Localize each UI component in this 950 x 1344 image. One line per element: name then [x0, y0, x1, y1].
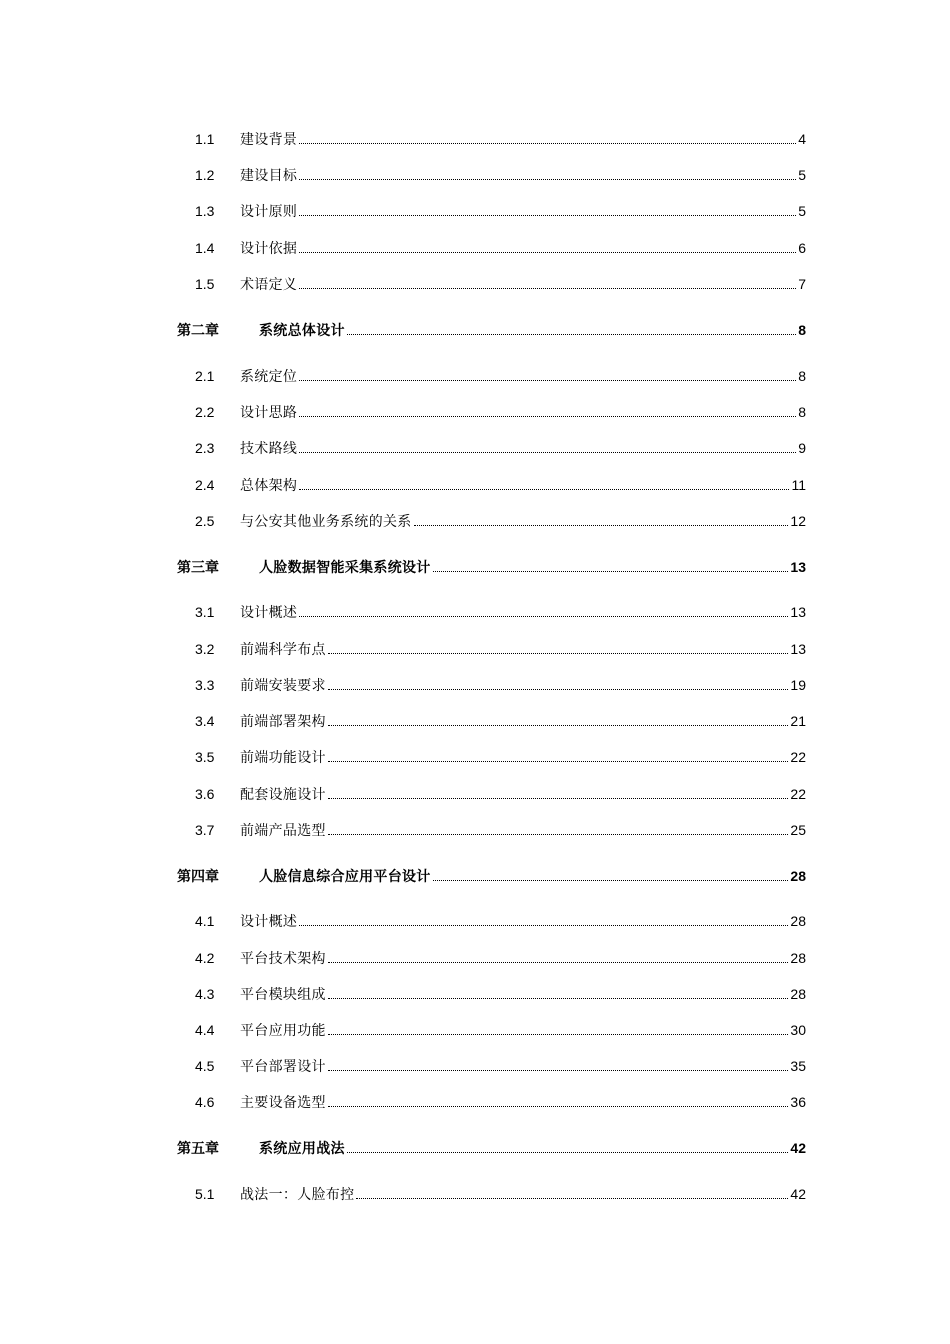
toc-entry[interactable]	[195, 912, 806, 930]
dot-leader	[299, 143, 796, 144]
dot-leader	[299, 380, 796, 381]
toc-number: 2.5	[195, 513, 215, 529]
dot-leader	[299, 452, 796, 453]
toc-number: 1.4	[195, 240, 215, 256]
toc-number: 2.2	[195, 404, 215, 420]
toc-chapter-entry[interactable]	[177, 558, 806, 576]
toc-number: 3.3	[195, 677, 215, 693]
toc-title: 前端部署架构	[240, 713, 326, 729]
toc-title: 前端产品选型	[240, 822, 326, 838]
toc-page-number: 25	[790, 822, 806, 838]
toc-chapter-title: 系统总体设计	[259, 322, 345, 338]
toc-title: 设计概述	[240, 913, 298, 929]
toc-number: 3.1	[195, 604, 215, 620]
toc-number: 4.5	[195, 1058, 215, 1074]
toc-page-number: 12	[790, 513, 806, 529]
toc-page-number: 13	[790, 641, 806, 657]
toc-page-number: 5	[798, 203, 806, 219]
dot-leader	[328, 962, 789, 963]
toc-number: 4.3	[195, 986, 215, 1002]
toc-page-number: 28	[790, 868, 806, 884]
dot-leader	[414, 525, 789, 526]
dot-leader	[299, 616, 788, 617]
toc-page-number: 13	[790, 559, 806, 575]
dot-leader	[299, 215, 796, 216]
dot-leader	[328, 834, 789, 835]
dot-leader	[328, 1106, 789, 1107]
toc-entry[interactable]	[195, 821, 806, 839]
toc-chapter-entry[interactable]	[177, 321, 806, 339]
toc-page-number: 36	[790, 1094, 806, 1110]
toc-page-number: 42	[790, 1186, 806, 1202]
toc-title: 建设背景	[240, 131, 298, 147]
toc-title: 平台应用功能	[240, 1022, 326, 1038]
toc-entry[interactable]	[195, 130, 806, 148]
toc-entry[interactable]	[195, 985, 806, 1003]
toc-entry[interactable]	[195, 403, 806, 421]
toc-number: 4.2	[195, 950, 215, 966]
toc-page-number: 6	[798, 240, 806, 256]
toc-entry[interactable]	[195, 640, 806, 658]
toc-title: 主要设备选型	[240, 1094, 326, 1110]
toc-chapter-title: 系统应用战法	[259, 1140, 345, 1156]
toc-entry[interactable]	[195, 275, 806, 293]
toc-entry[interactable]	[195, 1021, 806, 1039]
dot-leader	[328, 725, 789, 726]
toc-entry[interactable]	[195, 202, 806, 220]
toc-page-number: 8	[798, 322, 806, 338]
dot-leader	[328, 998, 789, 999]
toc-number: 3.7	[195, 822, 215, 838]
toc-number: 1.3	[195, 203, 215, 219]
toc-title: 战法一：人脸布控	[240, 1186, 355, 1202]
toc-chapter-number: 第二章	[177, 322, 219, 338]
toc-chapter-title: 人脸信息综合应用平台设计	[259, 868, 431, 884]
toc-number: 3.5	[195, 749, 215, 765]
toc-entry[interactable]	[195, 1185, 806, 1203]
toc-page-number: 7	[798, 276, 806, 292]
toc-chapter-number: 第四章	[177, 868, 219, 884]
toc-page-number: 30	[790, 1022, 806, 1038]
dot-leader	[299, 288, 796, 289]
toc-number: 2.3	[195, 440, 215, 456]
dot-leader	[356, 1198, 788, 1199]
dot-leader	[299, 489, 789, 490]
toc-title: 平台模块组成	[240, 986, 326, 1002]
toc-title: 平台技术架构	[240, 950, 326, 966]
toc-entry[interactable]	[195, 785, 806, 803]
dot-leader	[328, 653, 789, 654]
dot-leader	[328, 689, 789, 690]
toc-number: 3.2	[195, 641, 215, 657]
dot-leader	[328, 1070, 789, 1071]
dot-leader	[299, 179, 796, 180]
toc-title: 建设目标	[240, 167, 298, 183]
toc-page-number: 35	[790, 1058, 806, 1074]
toc-title: 总体架构	[240, 477, 298, 493]
dot-leader	[328, 1034, 789, 1035]
dot-leader	[347, 1152, 789, 1153]
toc-chapter-entry[interactable]	[177, 867, 806, 885]
toc-entry[interactable]	[195, 712, 806, 730]
toc-page-number: 42	[790, 1140, 806, 1156]
toc-page-number: 8	[798, 368, 806, 384]
toc-entry[interactable]	[195, 512, 806, 530]
dot-leader	[347, 334, 796, 335]
toc-chapter-title: 人脸数据智能采集系统设计	[259, 559, 431, 575]
toc-title: 设计思路	[240, 404, 298, 420]
dot-leader	[328, 798, 789, 799]
dot-leader	[299, 925, 788, 926]
toc-number: 1.5	[195, 276, 215, 292]
toc-page-number: 4	[798, 131, 806, 147]
dot-leader	[433, 880, 789, 881]
toc-chapter-number: 第三章	[177, 559, 219, 575]
toc-number: 4.1	[195, 913, 215, 929]
toc-number: 1.2	[195, 167, 215, 183]
toc-page-number: 8	[798, 404, 806, 420]
toc-page-number: 5	[798, 167, 806, 183]
dot-leader	[328, 761, 789, 762]
toc-title: 平台部署设计	[240, 1058, 326, 1074]
toc-entry[interactable]	[195, 166, 806, 184]
toc-number: 4.6	[195, 1094, 215, 1110]
toc-title: 前端安装要求	[240, 677, 326, 693]
toc-entry[interactable]	[195, 1093, 806, 1111]
toc-entry[interactable]	[195, 239, 806, 257]
toc-entry[interactable]	[195, 603, 806, 621]
toc-title: 与公安其他业务系统的关系	[240, 513, 412, 529]
toc-chapter-number: 第五章	[177, 1140, 219, 1156]
toc-chapter-entry[interactable]	[177, 1139, 806, 1157]
toc-entry[interactable]	[195, 676, 806, 694]
toc-title: 配套设施设计	[240, 786, 326, 802]
toc-page-number: 13	[790, 604, 806, 620]
toc-entry[interactable]	[195, 439, 806, 457]
toc-number: 2.4	[195, 477, 215, 493]
toc-page-number: 11	[791, 477, 806, 493]
toc-title: 技术路线	[240, 440, 298, 456]
toc-entry[interactable]	[195, 367, 806, 385]
toc-number: 2.1	[195, 368, 215, 384]
toc-entry[interactable]	[195, 949, 806, 967]
toc-page-number: 28	[790, 950, 806, 966]
toc-title: 前端功能设计	[240, 749, 326, 765]
toc-number: 4.4	[195, 1022, 215, 1038]
toc-page-number: 22	[790, 786, 806, 802]
toc-page-number: 28	[790, 913, 806, 929]
toc-entry[interactable]	[195, 748, 806, 766]
toc-entry[interactable]	[195, 1057, 806, 1075]
toc-page-number: 9	[798, 440, 806, 456]
toc-entry[interactable]	[195, 476, 806, 494]
dot-leader	[433, 571, 789, 572]
toc-title: 设计原则	[240, 203, 298, 219]
toc-number: 1.1	[195, 131, 215, 147]
toc-title: 设计依据	[240, 240, 298, 256]
toc-title: 前端科学布点	[240, 641, 326, 657]
toc-title: 术语定义	[240, 276, 298, 292]
dot-leader	[299, 416, 796, 417]
toc-number: 3.4	[195, 713, 215, 729]
toc-page-number: 22	[790, 749, 806, 765]
dot-leader	[299, 252, 796, 253]
toc-page-number: 21	[790, 713, 806, 729]
toc-number: 5.1	[195, 1186, 215, 1202]
toc-page-number: 28	[790, 986, 806, 1002]
toc-title: 系统定位	[240, 368, 298, 384]
toc-number: 3.6	[195, 786, 215, 802]
toc-title: 设计概述	[240, 604, 298, 620]
toc-page-number: 19	[790, 677, 806, 693]
